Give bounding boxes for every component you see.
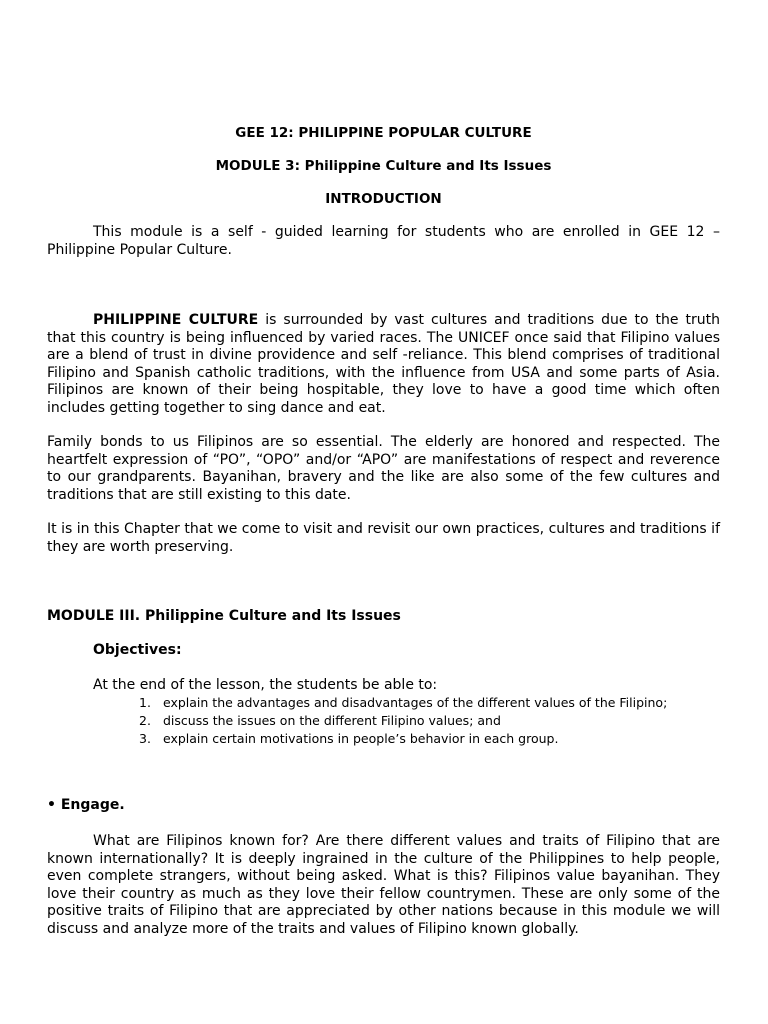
culture-lead: PHILIPPINE CULTURE bbox=[93, 312, 259, 328]
objectives-heading: Objectives: bbox=[93, 642, 182, 658]
chapter-paragraph: It is in this Chapter that we come to visit and revisit our own practices, cultures and traditions if they are worth preserving. bbox=[47, 521, 720, 555]
family-paragraph: Family bonds to us Filipinos are so essential. The elderly are honored and respected. The heartfelt expression of “PO”, “OPO” and/or “APO” are manifestations of respect and reverence to our grandparents. Bayanihan, bravery and the like are also some of the few cultures and traditions that are still existing to this date. bbox=[47, 434, 720, 503]
section-title: INTRODUCTION bbox=[325, 191, 442, 207]
course-title: GEE 12: PHILIPPINE POPULAR CULTURE bbox=[235, 125, 532, 141]
module-heading: MODULE III. Philippine Culture and Its Issues bbox=[47, 608, 401, 624]
list-item bbox=[139, 712, 667, 730]
list-item-text: discuss the issues on the different Filipino values; and bbox=[163, 712, 501, 728]
list-item-number: 3. bbox=[139, 730, 151, 746]
engage-paragraph: What are Filipinos known for? Are there different values and traits of Filipino that are known internationally? It is deeply ingrained in the culture of the Philippines to help people, even complete strangers, without being asked. What is this? Filipinos value bayanihan. They love their country as much as they love their fellow countrymen. These are only some of the positive traits of Filipino that are appreciated by other nations because in this module we will discuss and analyze more of the traits and values of Filipino known globally. bbox=[47, 833, 720, 937]
objectives-list bbox=[139, 694, 667, 747]
list-item-number: 1. bbox=[139, 695, 151, 710]
list-item-number: 2. bbox=[139, 712, 151, 728]
culture-text: is surrounded by vast cultures and traditions due to the truth that this country is being influenced by varied races. The UNICEF once said that Filipino values are a blend of trust in divine providence and self -reliance. This blend comprises of traditional Filipino and Spanish catholic traditions, with the influence from USA and some parts of Asia. Filipinos are known of their being hospitable, they love to have a good time which often includes getting together to sing dance and eat. bbox=[47, 312, 720, 416]
module-title: MODULE 3: Philippine Culture and Its Issues bbox=[215, 158, 552, 174]
culture-paragraph bbox=[47, 312, 720, 417]
intro-paragraph: This module is a self - guided learning for students who are enrolled in GEE 12 – Philippine Popular Culture. bbox=[47, 224, 720, 258]
objectives-lead: At the end of the lesson, the students be able to: bbox=[93, 677, 438, 693]
list-item bbox=[139, 730, 667, 748]
list-item-text: explain certain motivations in people’s behavior in each group. bbox=[163, 730, 559, 746]
list-item-text: explain the advantages and disadvantages of the different values of the Filipino; bbox=[163, 695, 668, 710]
engage-heading: • Engage. bbox=[47, 797, 125, 813]
list-item bbox=[139, 694, 667, 712]
